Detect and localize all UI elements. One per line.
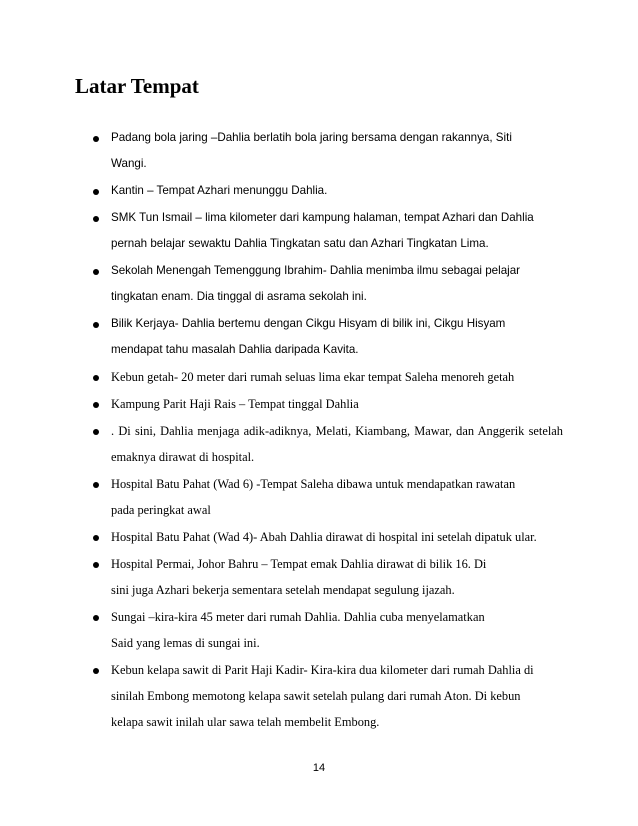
list-item-line: Kampung Parit Haji Rais – Tempat tinggal Dahlia [111,397,359,411]
list-item-line: Kebun getah- 20 meter dari rumah seluas lima ekar tempat Saleha menoreh getah [111,370,515,384]
bullet-icon [93,269,99,275]
bullet-icon [93,482,99,488]
bullet-icon [93,322,99,328]
bullet-icon [93,668,99,674]
list-item-line: emaknya dirawat di hospital. [111,450,255,464]
list-item-line: pada peringkat awal [111,503,211,517]
list-item-line: Sekolah Menengah Temenggung Ibrahim- Dahlia menimba ilmu sebagai pelajar [111,264,521,277]
list-item-line: . Di sini, Dahlia menjaga adik-adiknya, Melati, Kiambang, Mawar, dan Anggerik setelah [111,424,563,438]
list-item-line: tingkatan enam. Dia tinggal di asrama sekolah ini. [111,290,367,303]
bullet-icon [93,375,99,381]
list-item-line: Hospital Permai, Johor Bahru – Tempat emak Dahlia dirawat di bilik 16. Di [111,557,487,571]
list-item-line: mendapat tahu masalah Dahlia daripada Kavita. [111,343,359,356]
bullet-icon [93,402,99,408]
bullet-icon [93,535,99,541]
list-item-line: kelapa sawit inilah ular sawa telah membelit Embong. [111,715,380,729]
list-item-line: SMK Tun Ismail – lima kilometer dari kampung halaman, tempat Azhari dan Dahlia [111,211,534,224]
list-item-line: Sungai –kira-kira 45 meter dari rumah Dahlia. Dahlia cuba menyelamatkan [111,610,485,624]
page-number: 14 [312,762,326,774]
bullet-icon [93,216,99,222]
list-item-line: sinilah Embong memotong kelapa sawit setelah pulang dari rumah Aton. Di kebun [111,689,521,703]
bullet-icon [93,136,99,142]
bullet-icon [93,615,99,621]
section-heading: Latar Tempat [75,74,199,98]
list-item-line: Hospital Batu Pahat (Wad 6) -Tempat Saleha dibawa untuk mendapatkan rawatan [111,477,516,491]
list-item-line: Said yang lemas di sungai ini. [111,636,260,650]
list-item-line: pernah belajar sewaktu Dahlia Tingkatan satu dan Azhari Tingkatan Lima. [111,237,489,250]
list-item-line: Padang bola jaring –Dahlia berlatih bola jaring bersama dengan rakannya, Siti [111,131,512,144]
bullet-icon [93,562,99,568]
bullet-icon [93,429,99,435]
list-item-line: sini juga Azhari bekerja sementara setelah mendapat segulung ijazah. [111,583,455,597]
list-item-line: Kantin – Tempat Azhari menunggu Dahlia. [111,184,328,197]
list-item-line: Kebun kelapa sawit di Parit Haji Kadir- Kira-kira dua kilometer dari rumah Dahlia di [111,663,534,677]
list-item-line: Hospital Batu Pahat (Wad 4)- Abah Dahlia dirawat di hospital ini setelah dipatuk ular. [111,530,537,544]
bullet-icon [93,189,99,195]
list-item-line: Wangi. [111,157,147,170]
list-item-line: Bilik Kerjaya- Dahlia bertemu dengan Cikgu Hisyam di bilik ini, Cikgu Hisyam [111,317,506,330]
